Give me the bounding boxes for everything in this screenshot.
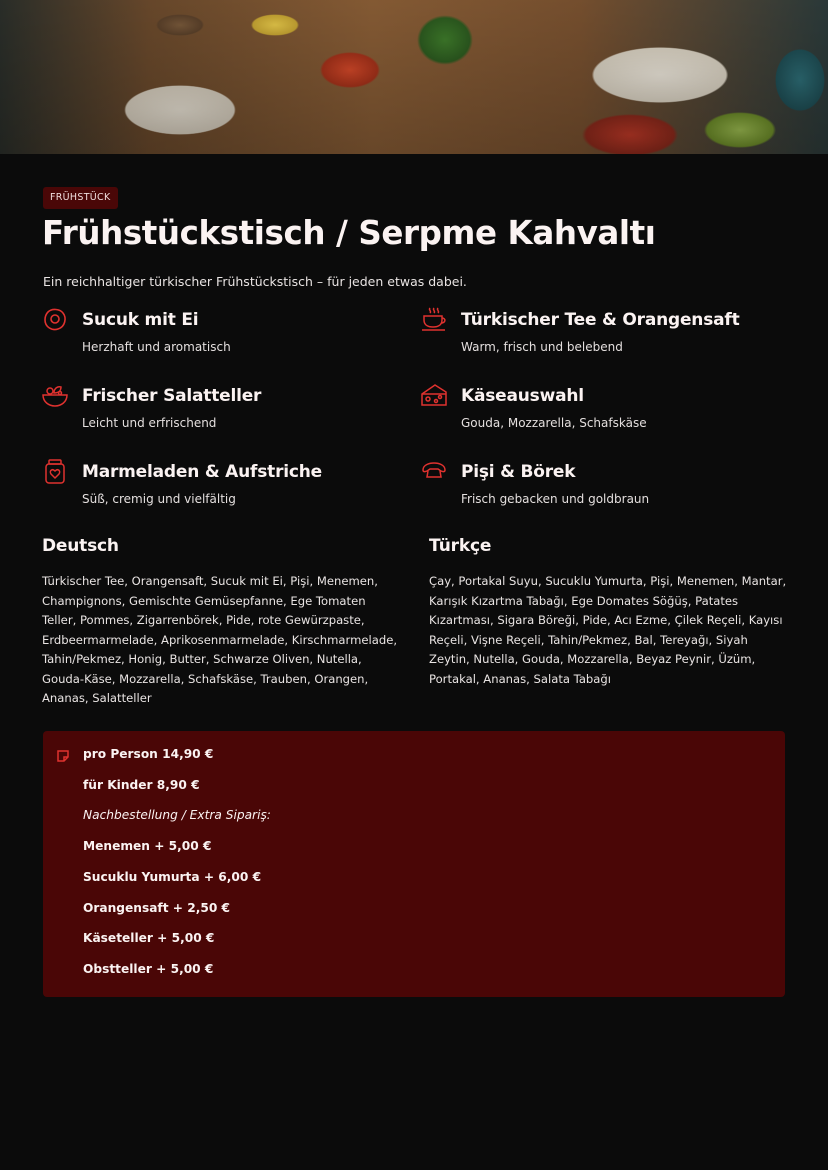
- price-line: Sucuklu Yumurta + 6,00 €: [83, 870, 262, 884]
- german-heading: Deutsch: [42, 536, 119, 556]
- hero-image: [0, 0, 828, 154]
- category-badge: FRÜHSTÜCK: [43, 187, 118, 209]
- price-tag-icon: [56, 748, 70, 762]
- feature-name: Frischer Salatteller: [82, 386, 262, 406]
- feature-name: Pişi & Börek: [461, 462, 576, 482]
- price-line: Orangensaft + 2,50 €: [83, 901, 231, 915]
- jam-jar-icon: [42, 459, 68, 485]
- price-line: Menemen + 5,00 €: [83, 839, 212, 853]
- turkish-text: Çay, Portakal Suyu, Sucuklu Yumurta, Pişi, Menemen, Mantar, Karışık Kızartma Tabağı, Ege Domates Söğüş, Patates Kızartması, Sigara Böreği, Pide, Acı Ezme, Çilek Reçeli, Kayısı Reçeli, Vişne Reçeli, Tahin/Pekmez, Bal, Tereyağı, Siyah Zeytin, Nutella, Gouda, Mozzarella, Beyaz Peynir, Üzüm, Portakal, Ananas, Salata Tabağı: [429, 574, 787, 686]
- price-box: [43, 731, 785, 997]
- egg-icon: [42, 307, 68, 333]
- feature-name: Sucuk mit Ei: [82, 310, 199, 330]
- salad-bowl-icon: [42, 383, 68, 409]
- pastry-icon: [421, 459, 447, 485]
- turkish-ingredients: [429, 536, 787, 689]
- turkish-heading: Türkçe: [429, 536, 492, 556]
- german-ingredients: [42, 536, 400, 709]
- feature-desc: Herzhaft und aromatisch: [82, 340, 231, 354]
- price-line: für Kinder 8,90 €: [83, 778, 200, 792]
- feature-item: [42, 459, 402, 509]
- feature-desc: Gouda, Mozzarella, Schafskäse: [461, 416, 647, 430]
- tea-cup-icon: [421, 307, 447, 333]
- price-line: Käseteller + 5,00 €: [83, 931, 215, 945]
- feature-item: [421, 307, 781, 357]
- feature-name: Marmeladen & Aufstriche: [82, 462, 322, 482]
- feature-desc: Warm, frisch und belebend: [461, 340, 623, 354]
- intro-text: Ein reichhaltiger türkischer Frühstückstisch – für jeden etwas dabei.: [43, 274, 467, 289]
- feature-name: Käseauswahl: [461, 386, 584, 406]
- extra-order-heading: Nachbestellung / Extra Sipariş:: [83, 808, 271, 822]
- german-text: Türkischer Tee, Orangensaft, Sucuk mit Ei, Pişi, Menemen, Champignons, Gemischte Gemüsepfanne, Ege Tomaten Teller, Pommes, Zigarrenbörek, Pide, rote Gewürzpaste, Erdbeermarmelade, Aprikosenmarmelade, Kirschmarmelade, Tahin/Pekmez, Honig, Butter, Schwarze Oliven, Nutella, Gouda-Käse, Mozzarella, Schafskäse, Trauben, Orangen, Ananas, Salatteller: [42, 574, 398, 705]
- feature-item: [42, 383, 402, 433]
- feature-item: [421, 383, 781, 433]
- feature-item: [42, 307, 402, 357]
- feature-name: Türkischer Tee & Orangensaft: [461, 310, 740, 330]
- price-line: Obstteller + 5,00 €: [83, 962, 214, 976]
- cheese-icon: [421, 383, 447, 409]
- page-title: Frühstückstisch / Serpme Kahvaltı: [42, 214, 656, 252]
- feature-desc: Süß, cremig und vielfältig: [82, 492, 236, 506]
- feature-item: [421, 459, 781, 509]
- feature-desc: Frisch gebacken und goldbraun: [461, 492, 650, 506]
- price-line: pro Person 14,90 €: [83, 747, 214, 761]
- feature-desc: Leicht und erfrischend: [82, 416, 217, 430]
